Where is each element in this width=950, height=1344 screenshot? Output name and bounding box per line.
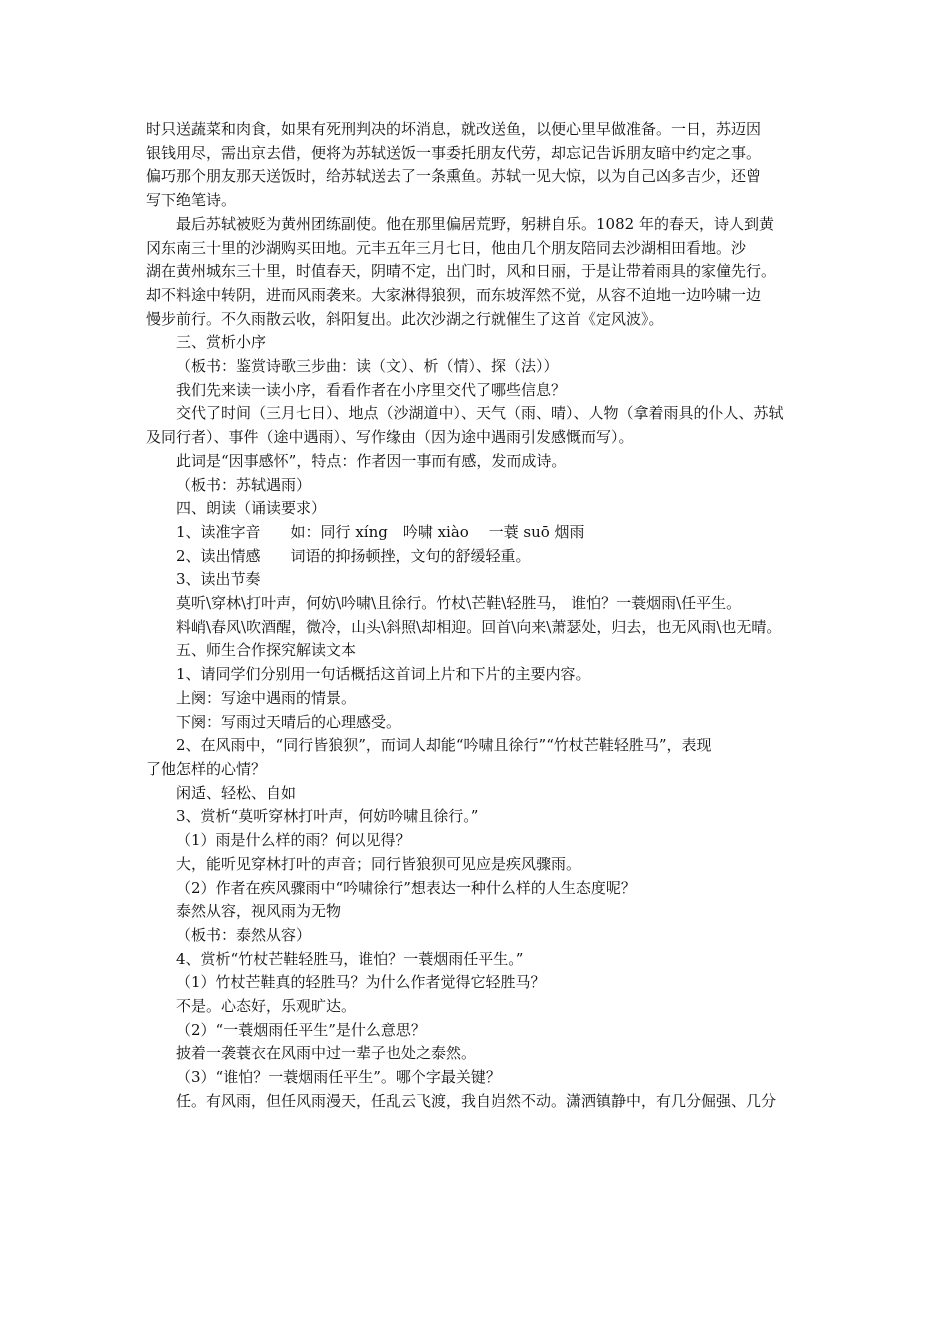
text-line: 2、读出情感 词语的抑扬顿挫，文句的舒缓轻重。 [176, 546, 531, 565]
text-line: 2、在风雨中，“同行皆狼狈”，而词人却能“吟啸且徐行”“竹杖芒鞋轻胜马”，表现 [176, 736, 712, 755]
text-line: 3、赏析“莫听穿林打叶声，何妨吟啸且徐行。” [176, 807, 479, 826]
text-line: 此词是“因事感怀”，特点：作者因一事而有感，发而成诗。 [176, 451, 567, 470]
text-line: 时只送蔬菜和肉食，如果有死刑判决的坏消息，就改送鱼，以便心里早做准备。一日，苏迈因 [146, 120, 762, 138]
text-line: 1、请同学们分别用一句话概括这首词上片和下片的主要内容。 [176, 665, 591, 684]
text-line: 1、读准字音 如：同行 xíng 吟啸 xiào 一蓑 suō 烟雨 [176, 522, 585, 541]
text-line: 湖在黄州城东三十里，时值春天，阴晴不定，出门时，风和日丽，于是让带着雨具的家僮先行。 [146, 262, 777, 281]
text-line: 4、赏析“竹杖芒鞋轻胜马，谁怕？一蓑烟雨任平生。” [176, 949, 524, 968]
text-line: 银钱用尽，需出京去借，便将为苏轼送饭一事委托朋友代劳，却忘记告诉朋友暗中约定之事。 [146, 143, 762, 162]
text-line: 披着一袭蓑衣在风雨中过一辈子也处之泰然。 [176, 1044, 477, 1063]
text-line: 不是。心态好，乐观旷达。 [176, 997, 357, 1016]
text-line: 四、朗读（诵读要求） [176, 499, 327, 518]
text-line: （1）雨是什么样的雨？何以见得？ [176, 831, 411, 850]
text-line: 最后苏轼被贬为黄州团练副使。他在那里偏居荒野，躬耕自乐。1082 年的春天，诗人到黄 [176, 214, 774, 233]
text-line: （板书：鉴赏诗歌三步曲：读（文）、析（情）、探（法）） [176, 357, 559, 376]
text-line: 料峭\春风\吹酒醒，微冷，山头\斜照\却相迎。回首\向来\萧瑟处，归去，也无风雨\也无晴。 [176, 617, 782, 636]
text-line: 闲适、轻松、自如 [176, 783, 297, 802]
text-line: 冈东南三十里的沙湖购买田地。元丰五年三月七日，他由几个朋友陪同去沙湖相田看地。沙 [146, 238, 747, 257]
text-line: （1）竹杖芒鞋真的轻胜马？为什么作者觉得它轻胜马？ [176, 973, 546, 992]
text-line: 大，能听见穿林打叶的声音；同行皆狼狈可见应是疾风骤雨。 [176, 854, 582, 873]
text-line: （2）“一蓑烟雨任平生”是什么意思？ [176, 1020, 426, 1039]
text-line: 3、读出节奏 [176, 570, 261, 589]
text-line: 上阕：写途中遇雨的情景。 [176, 688, 357, 707]
text-line: 莫听\穿林\打叶声，何妨\吟啸\且徐行。竹杖\芒鞋\轻胜马， 谁怕？一蓑烟雨\任平生。 [176, 594, 742, 613]
text-line: 及同行者）、事件（途中遇雨）、写作缘由（因为途中遇雨引发感慨而写）。 [146, 428, 634, 447]
text-line: 泰然从容，视风雨为无物 [176, 902, 342, 921]
text-line: （板书：泰然从容） [176, 925, 312, 944]
text-line: 却不料途中转阴，进而风雨袭来。大家淋得狼狈，而东坡浑然不觉，从容不迫地一边吟啸一边 [146, 285, 762, 304]
text-line: 三、赏析小序 [176, 333, 267, 352]
text-line: 交代了时间（三月七日）、地点（沙湖道中）、天气（雨、晴）、人物（拿着雨具的仆人、苏轼 [176, 404, 784, 423]
text-line: 写下绝笔诗。 [146, 191, 237, 210]
text-line: 五、师生合作探究解读文本 [176, 641, 357, 660]
text-line: 我们先来读一读小序，看看作者在小序里交代了哪些信息？ [176, 380, 567, 399]
text-line: 了他怎样的心情？ [146, 759, 267, 778]
text-line: （3）“谁怕？一蓑烟雨任平生”。哪个字最关键？ [176, 1068, 501, 1087]
text-line: 下阕：写雨过天晴后的心理感受。 [176, 712, 402, 731]
text-line: （板书：苏轼遇雨） [176, 475, 312, 494]
text-line: 任。有风雨，但任风雨漫天，任乱云飞渡，我自岿然不动。潇洒镇静中，有几分倔强、几分 [176, 1091, 777, 1110]
text-line: （2）作者在疾风骤雨中“吟啸徐行”想表达一种什么样的人生态度呢？ [176, 878, 636, 897]
text-line: 偏巧那个朋友那天送饭时，给苏轼送去了一条熏鱼。苏轼一见大惊，以为自己凶多吉少，还曾 [146, 167, 762, 186]
document-body [146, 118, 810, 1114]
text-line: 慢步前行。不久雨散云收，斜阳复出。此次沙湖之行就催生了这首《定风波》。 [146, 309, 664, 328]
